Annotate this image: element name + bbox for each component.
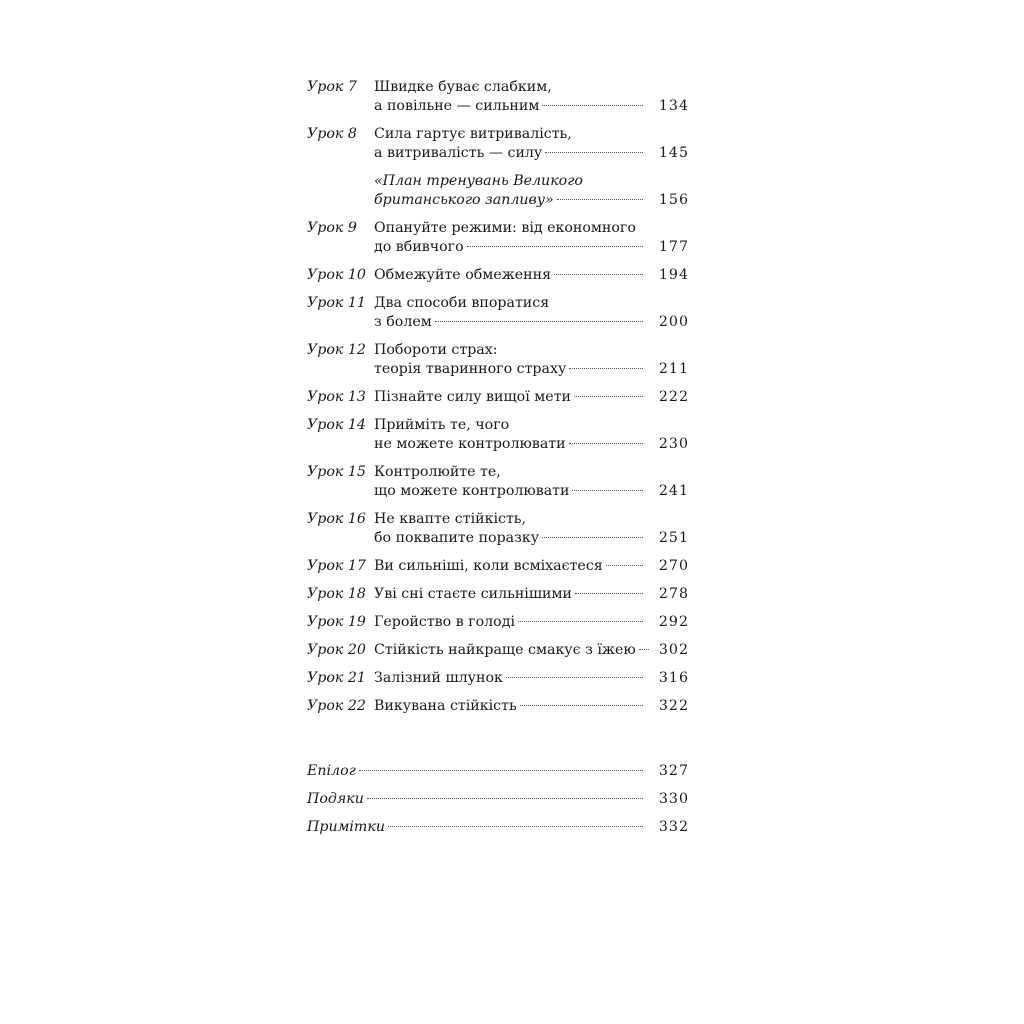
lesson-label <box>307 172 374 210</box>
dot-leader <box>367 798 643 799</box>
back-matter-label: Подяки <box>307 791 364 807</box>
toc-entry[interactable] <box>307 172 689 210</box>
lesson-label: Урок 8 <box>307 126 357 142</box>
page-number: 316 <box>658 670 689 686</box>
toc-entry[interactable] <box>307 125 689 163</box>
entry-title <box>374 125 649 163</box>
toc-entry-notes[interactable] <box>307 818 689 837</box>
page-number: 177 <box>658 239 689 255</box>
title-line: Викувана стійкість <box>374 698 517 714</box>
page-number: 200 <box>658 314 689 330</box>
title-line: Стійкість найкраще смакує з їжею <box>374 642 636 658</box>
lesson-label: Урок 14 <box>307 417 366 433</box>
dot-leader <box>639 649 649 650</box>
entry-title <box>374 416 649 454</box>
title-line: Залізний шлунок <box>374 670 503 686</box>
page-number: 332 <box>658 819 689 835</box>
page-number: 222 <box>658 389 689 405</box>
page-number: 241 <box>658 483 689 499</box>
title-line: а повільне — сильним <box>374 98 540 114</box>
page-number: 230 <box>658 436 689 452</box>
page-number: 194 <box>658 267 689 283</box>
lesson-label: Урок 7 <box>307 79 357 95</box>
dot-leader <box>575 593 643 594</box>
toc-entry-epilogue[interactable] <box>307 762 689 781</box>
lesson-label: Урок 17 <box>307 558 366 574</box>
toc-entry[interactable] <box>307 78 689 116</box>
title-line: Контролюйте те, <box>374 464 501 480</box>
page-number: 330 <box>658 791 689 807</box>
lesson-label: Урок 13 <box>307 389 366 405</box>
page-number: 156 <box>658 192 689 208</box>
entry-title <box>374 294 649 332</box>
entry-title <box>307 790 649 809</box>
toc-entry[interactable] <box>307 463 689 501</box>
lesson-label: Урок 21 <box>307 670 366 686</box>
entry-title <box>307 762 649 781</box>
title-line: Прийміть те, чого <box>374 417 510 433</box>
dot-leader <box>545 152 643 153</box>
entry-title <box>307 818 649 837</box>
title-line: до вбивчого <box>374 239 464 255</box>
page-number: 327 <box>658 763 689 779</box>
entry-title <box>374 697 649 716</box>
title-line: а витривалість — силу <box>374 145 543 161</box>
toc-entry[interactable] <box>307 697 689 716</box>
dot-leader <box>435 321 643 322</box>
toc-entry[interactable] <box>307 294 689 332</box>
dot-leader <box>557 199 643 200</box>
page-number: 302 <box>658 642 689 658</box>
dot-leader <box>574 396 643 397</box>
title-line: теорія тваринного страху <box>374 361 567 377</box>
dot-leader <box>506 677 643 678</box>
title-line: Два способи впоратися <box>374 295 550 311</box>
lesson-label: Урок 18 <box>307 586 366 602</box>
entry-title <box>374 341 649 379</box>
toc-entry[interactable] <box>307 219 689 257</box>
dot-leader <box>572 490 643 491</box>
toc-entry[interactable] <box>307 266 689 285</box>
toc-entry[interactable] <box>307 669 689 688</box>
lesson-label: Урок 9 <box>307 220 357 236</box>
entry-title <box>374 388 649 407</box>
title-line: з болем <box>374 314 432 330</box>
dot-leader <box>569 368 643 369</box>
dot-leader <box>606 565 643 566</box>
page-number: 145 <box>658 145 689 161</box>
page-number: 251 <box>658 530 689 546</box>
title-line: Обмежуйте обмеження <box>374 267 552 283</box>
title-line: Побороти страх: <box>374 342 498 358</box>
page-number: 322 <box>658 698 689 714</box>
lesson-label: Урок 22 <box>307 698 366 714</box>
entry-title <box>374 585 649 604</box>
title-line: Швидке буває слабким, <box>374 79 552 95</box>
title-line: Ви сильніші, коли всміхаєтеся <box>374 558 603 574</box>
lesson-label: Урок 12 <box>307 342 366 358</box>
title-line: Сила гартує витривалість, <box>374 126 572 142</box>
page-number: 278 <box>658 586 689 602</box>
entry-title <box>374 669 649 688</box>
toc-entry[interactable] <box>307 585 689 604</box>
dot-leader <box>554 274 643 275</box>
dot-leader <box>520 705 643 706</box>
dot-leader <box>359 770 643 771</box>
lesson-label: Урок 16 <box>307 511 366 527</box>
page-number: 270 <box>658 558 689 574</box>
section-gap <box>307 725 689 762</box>
toc-entry-acknowledgements[interactable] <box>307 790 689 809</box>
entry-title <box>374 266 649 285</box>
entry-title <box>374 463 649 501</box>
lesson-label: Урок 11 <box>307 295 366 311</box>
dot-leader <box>542 537 643 538</box>
lesson-label: Урок 15 <box>307 464 366 480</box>
dot-leader <box>388 826 643 827</box>
title-line: Опануйте режими: від економного <box>374 220 636 236</box>
dot-leader <box>467 246 643 247</box>
dot-leader <box>542 105 643 106</box>
entry-title <box>374 510 649 548</box>
table-of-contents <box>307 78 689 846</box>
toc-entry[interactable] <box>307 388 689 407</box>
lesson-label: Урок 19 <box>307 614 366 630</box>
page-number: 211 <box>658 361 689 377</box>
title-line: бо поквапите поразку <box>374 530 540 546</box>
toc-entry[interactable] <box>307 557 689 576</box>
title-line: що можете контролювати <box>374 483 570 499</box>
entry-title <box>374 557 649 576</box>
lesson-label: Урок 10 <box>307 267 366 283</box>
page-number: 292 <box>658 614 689 630</box>
title-line: Не квапте стійкість, <box>374 511 527 527</box>
toc-entry[interactable] <box>307 613 689 632</box>
back-matter-label: Примітки <box>307 819 385 835</box>
dot-leader <box>518 621 643 622</box>
toc-entry[interactable] <box>307 510 689 548</box>
entry-title <box>374 78 649 116</box>
toc-entry[interactable] <box>307 416 689 454</box>
back-matter-label: Епілог <box>307 763 356 779</box>
toc-entry[interactable] <box>307 641 689 660</box>
entry-title <box>374 641 649 660</box>
entry-title <box>374 613 649 632</box>
title-line: Пізнайте силу вищої мети <box>374 389 572 405</box>
title-line: Геройство в голоді <box>374 614 516 630</box>
entry-title <box>374 172 649 210</box>
title-line: «План тренувань Великого <box>374 173 583 189</box>
page-number: 134 <box>658 98 689 114</box>
title-line: не можете контролювати <box>374 436 566 452</box>
entry-title <box>374 219 649 257</box>
toc-entry[interactable] <box>307 341 689 379</box>
title-line: британського запливу» <box>374 192 554 208</box>
lesson-label: Урок 20 <box>307 642 366 658</box>
dot-leader <box>569 443 643 444</box>
title-line: Уві сні стаєте сильнішими <box>374 586 572 602</box>
